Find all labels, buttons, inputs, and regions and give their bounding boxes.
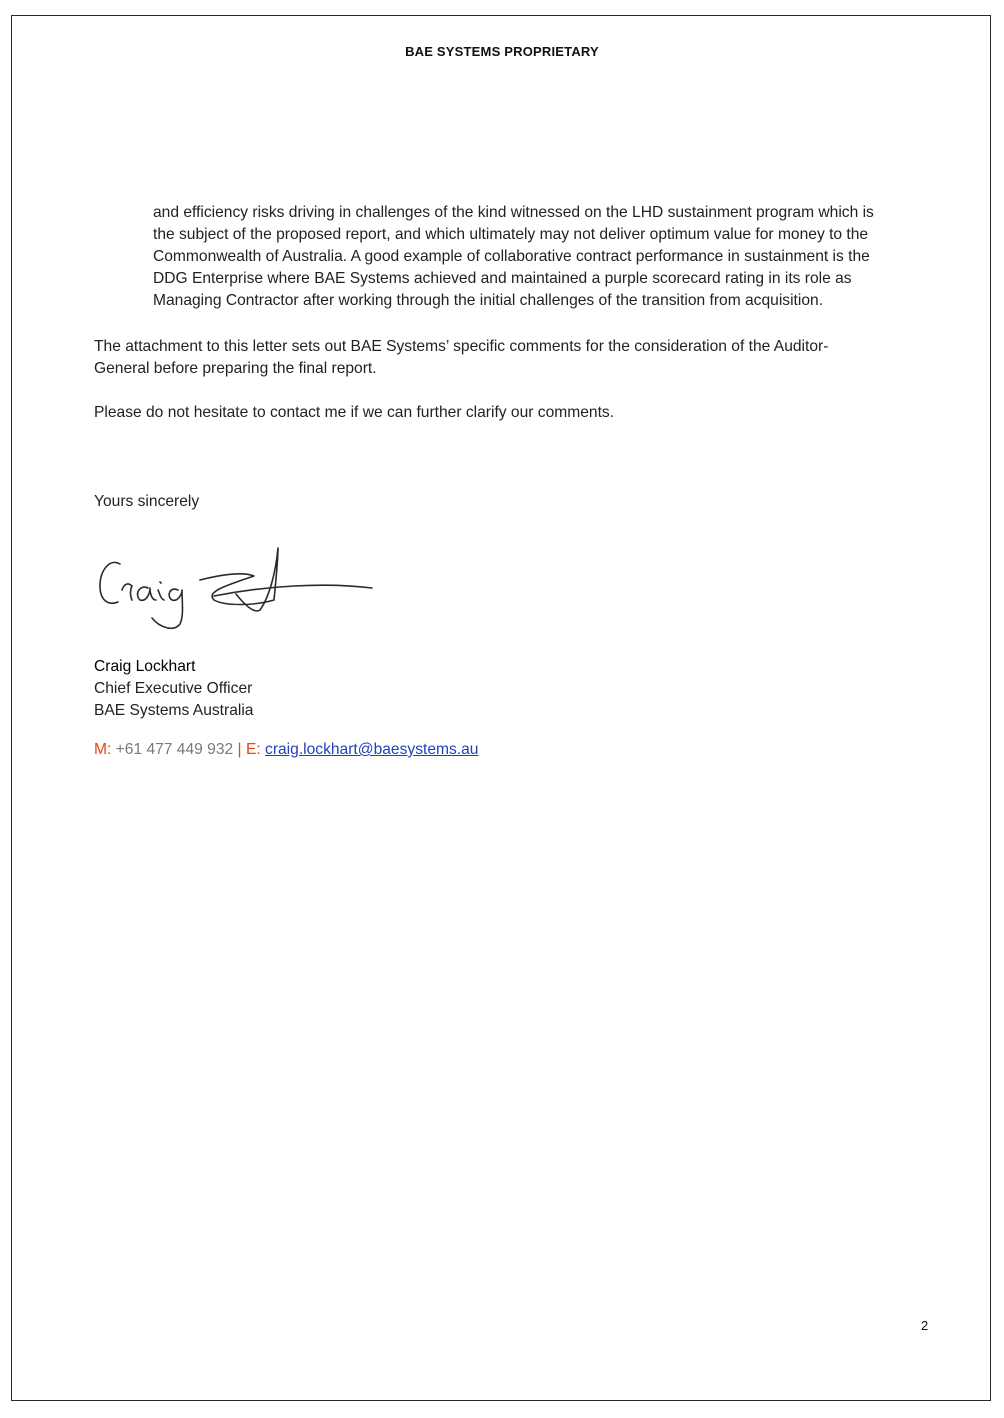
continued-paragraph [153,202,933,312]
email-link[interactable]: craig.lockhart@baesystems.au [265,741,479,758]
paragraph-line: DDG Enterprise where BAE Systems achieved and maintained a purple scorecard rating in its role as [153,270,852,287]
paragraph-line: and efficiency risks driving in challenges of the kind witnessed on the LHD sustainment program which is [153,204,874,221]
classification-header: BAE SYSTEMS PROPRIETARY [405,44,599,59]
paragraph-line: General before preparing the final report. [94,360,377,377]
contact-separator: | [237,741,242,758]
paragraph-line: The attachment to this letter sets out BAE Systems’ specific comments for the consideration of the Auditor- [94,338,829,355]
contact-paragraph: Please do not hesitate to contact me if we can further clarify our comments. [94,404,615,421]
signatory-title: Chief Executive Officer [94,680,253,697]
contact-details [94,739,478,761]
paragraph-line: Commonwealth of Australia. A good example of collaborative contract performance in sustainment is the [153,248,870,265]
handwritten-signature [94,540,384,635]
paragraph-line: Managing Contractor after working through the initial challenges of the transition from acquisition. [153,292,824,309]
signatory-name: Craig Lockhart [94,658,196,675]
mobile-label: M: [94,741,112,758]
page-number: 2 [921,1318,929,1333]
signatory-organisation: BAE Systems Australia [94,702,254,719]
email-label: E: [245,741,261,758]
closing-salutation: Yours sincerely [94,493,200,510]
mobile-number: +61 477 449 932 [115,741,234,758]
paragraph-line: the subject of the proposed report, and which ultimately may not deliver optimum value for money to the [153,226,869,243]
attachment-paragraph [94,336,894,380]
